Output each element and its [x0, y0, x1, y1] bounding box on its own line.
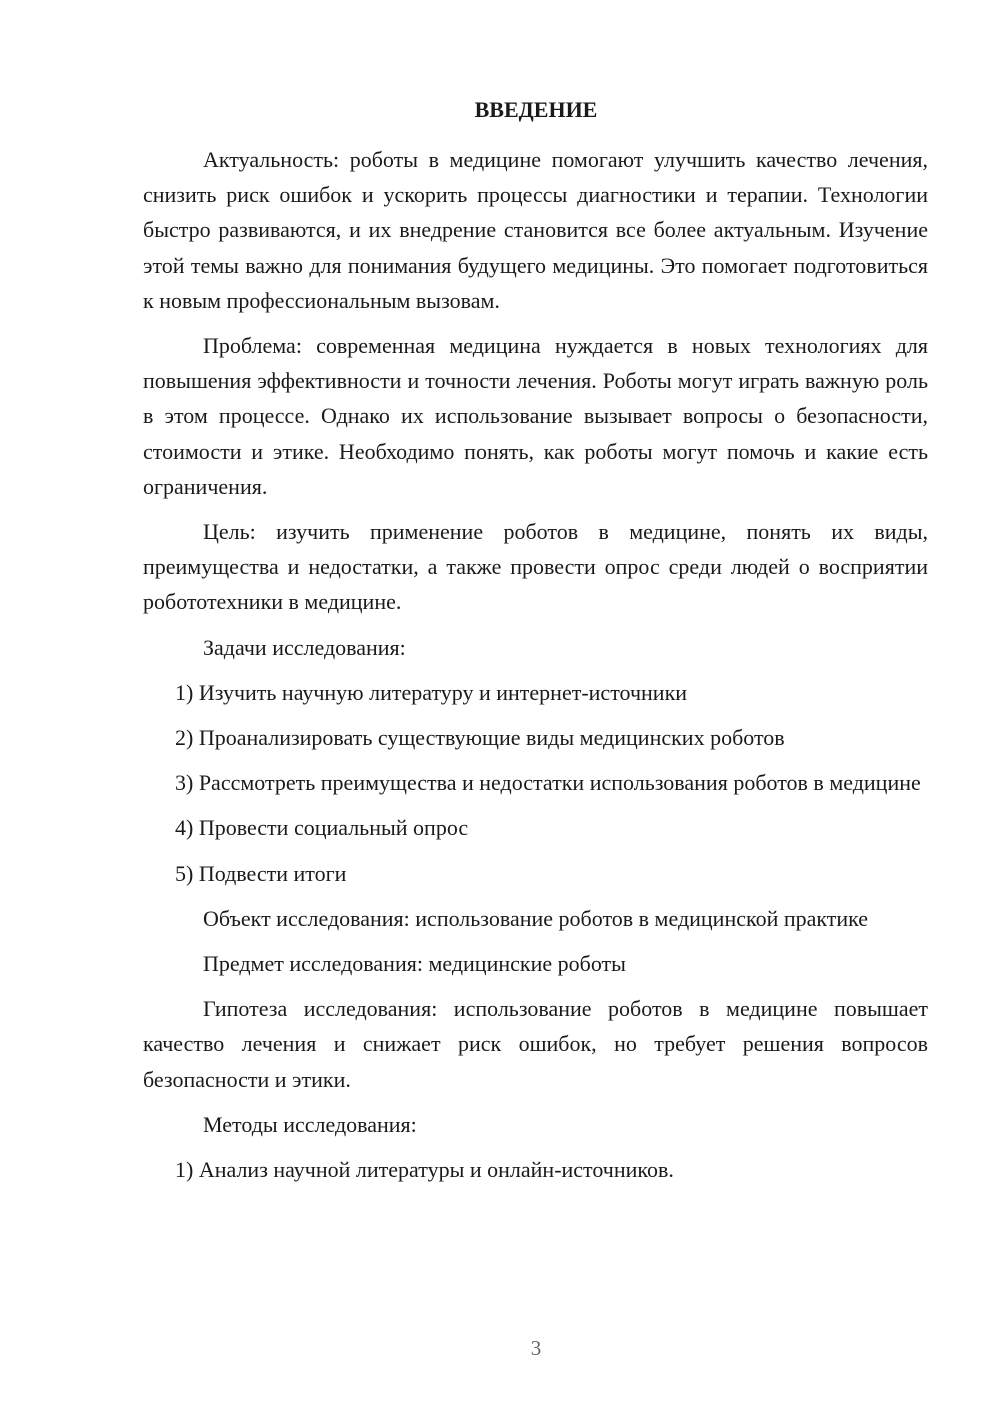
methods-heading: Методы исследования:	[203, 1111, 417, 1137]
page-number: 3	[530, 1336, 542, 1360]
tasks-heading: Задачи исследования:	[203, 634, 406, 660]
object-paragraph: Объект исследования: использование роботов в медицинской практике	[203, 905, 869, 931]
relevance-paragraph: Актуальность: роботы в медицине помогают улучшить качество лечения, снизить риск ошибок и ускорить процессы диагностики и терапии. Технологии быстро развиваются, и их внедрение становится все более актуальным. Изучение этой темы важно для понимания будущего медицины. Это помогает подготовиться к новым профессиональным вызовам.	[143, 147, 928, 313]
task-item: 4) Провести социальный опрос	[175, 815, 469, 841]
goal-paragraph: Цель: изучить применение роботов в медицине, понять их виды, преимущества и недостатки, а также провести опрос среди людей о восприятии робототехники в медицине.	[143, 519, 928, 615]
task-item: 5) Подвести итоги	[175, 860, 347, 886]
task-item: 2) Проанализировать существующие виды медицинских роботов	[175, 725, 785, 751]
subject-paragraph: Предмет исследования: медицинские роботы	[203, 951, 626, 977]
method-item: 1) Анализ научной литературы и онлайн-источников.	[175, 1157, 674, 1183]
page-title: ВВЕДЕНИЕ	[474, 97, 598, 122]
task-item: 1) Изучить научную литературу и интернет-источники	[175, 679, 688, 705]
document-body	[143, 142, 928, 1187]
task-item: 3) Рассмотреть преимущества и недостатки использования роботов в медицине	[175, 770, 921, 796]
hypothesis-paragraph: Гипотеза исследования: использование роботов в медицине повышает качество лечения и снижает риск ошибок, но требует решения вопросов безопасности и этики.	[143, 996, 928, 1092]
problem-paragraph: Проблема: современная медицина нуждается в новых технологиях для повышения эффективности и точности лечения. Роботы могут играть важную роль в этом процессе. Однако их использование вызывает вопросы о безопасности, стоимости и этике. Необходимо понять, как роботы могут помочь и какие есть ограничения.	[143, 333, 928, 499]
